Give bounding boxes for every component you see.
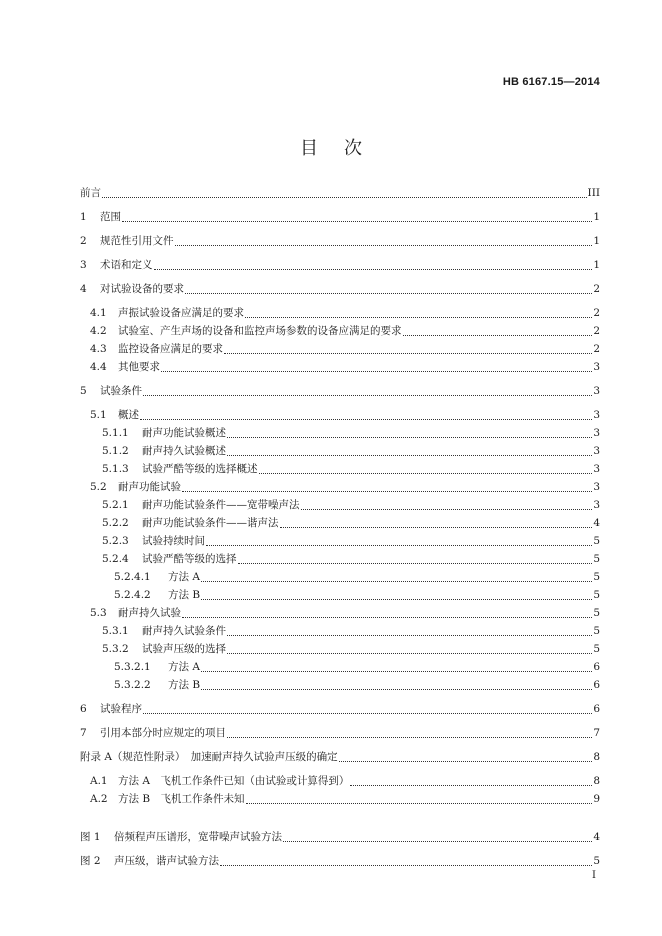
toc-entry-5-2-3[interactable]: [80, 532, 600, 550]
toc-entry-5-1-1[interactable]: [80, 424, 600, 442]
dot-leader: [175, 244, 593, 246]
toc-entry-5-3[interactable]: [80, 604, 600, 622]
toc-entry-5-1[interactable]: [80, 406, 600, 424]
toc-number: 7: [80, 727, 87, 739]
dot-leader: [227, 634, 592, 636]
toc-number: 5.1.1: [102, 427, 129, 439]
toc-page: 4: [593, 831, 600, 843]
dot-leader: [201, 598, 592, 600]
toc-page: 3: [593, 445, 600, 457]
toc-page: 6: [593, 703, 600, 715]
toc-page: 2: [593, 343, 600, 355]
toc-page: 9: [593, 793, 600, 805]
toc-page: 1: [593, 235, 600, 247]
toc-label: 试验条件: [100, 385, 142, 397]
toc-label: 附录 A（规范性附录） 加速耐声持久试验声压级的确定: [80, 751, 338, 763]
toc-entry-5-1-2[interactable]: [80, 442, 600, 460]
toc-page: 3: [593, 361, 600, 373]
toc-entry-1[interactable]: [80, 208, 600, 226]
toc-entry-6[interactable]: [80, 700, 600, 718]
toc-label: 其他要求: [118, 361, 160, 373]
dot-leader: [182, 616, 592, 618]
toc-page: 5: [593, 553, 600, 565]
toc-label: 规范性引用文件: [100, 235, 174, 247]
toc-number: 3: [80, 259, 87, 271]
toc-label: 耐声功能试验条件——谐声法: [142, 517, 279, 529]
toc-entry-5-3-2-2[interactable]: [80, 676, 600, 694]
toc-label: 监控设备应满足的要求: [118, 343, 223, 355]
page-number: I: [592, 870, 596, 881]
toc-page: 5: [593, 607, 600, 619]
toc-entry-4-4[interactable]: [80, 358, 600, 376]
toc-number: 5.2.2: [102, 517, 129, 529]
dot-leader: [280, 526, 593, 528]
page-title: 目次: [300, 138, 388, 159]
toc-label: 对试验设备的要求: [100, 283, 184, 295]
toc-label: 引用本部分时应规定的项目: [100, 727, 226, 739]
toc-entry-annex-a[interactable]: [80, 748, 600, 766]
toc-page: 2: [593, 283, 600, 295]
toc-number: 5.1: [90, 409, 107, 421]
toc-entry-figure-2[interactable]: [80, 852, 600, 870]
toc-page: 2: [593, 325, 600, 337]
toc-page: 3: [593, 499, 600, 511]
toc-label: 试验严酷等级的选择: [142, 553, 237, 565]
toc-number: 6: [80, 703, 87, 715]
toc-number: 5.1.2: [102, 445, 129, 457]
dot-leader: [246, 802, 593, 804]
toc-entry-figure-1[interactable]: [80, 828, 600, 846]
toc-number: 4.2: [90, 325, 107, 337]
toc-label: 方法 A 飞机工作条件已知（由试验或计算得到）: [118, 775, 350, 787]
toc-entry-4-1[interactable]: [80, 304, 600, 322]
toc-label: 耐声持久试验条件: [142, 625, 226, 637]
toc-page: 5: [593, 625, 600, 637]
toc-label: 声振试验设备应满足的要求: [118, 307, 244, 319]
dot-leader: [201, 580, 592, 582]
toc-entry-5-1-3[interactable]: [80, 460, 600, 478]
toc-page: 5: [593, 855, 600, 867]
dot-leader: [224, 352, 592, 354]
toc-entry-5-2-4-2[interactable]: [80, 586, 600, 604]
toc-label: 耐声持久试验: [118, 607, 181, 619]
toc-entry-a-1[interactable]: [80, 772, 600, 790]
toc-number: 5.2: [90, 481, 107, 493]
toc-page: 6: [593, 661, 600, 673]
dot-leader: [206, 544, 592, 546]
toc-number: 5.3.2.1: [114, 661, 151, 673]
toc-page: 3: [593, 481, 600, 493]
dot-leader: [201, 688, 592, 690]
dot-leader: [201, 670, 592, 672]
toc-number: 图 2: [80, 855, 101, 867]
dot-leader: [245, 316, 592, 318]
toc-number: 5.3: [90, 607, 107, 619]
dot-leader: [227, 436, 592, 438]
toc-entry-preface[interactable]: [80, 184, 600, 202]
toc-label: 方法 B: [168, 679, 201, 691]
toc-label: 试验声压级的选择: [142, 643, 226, 655]
dot-leader: [143, 394, 592, 396]
toc-number: 5.2.4.1: [114, 571, 151, 583]
toc-number: 5.3.1: [102, 625, 129, 637]
toc-entry-3[interactable]: [80, 256, 600, 274]
dot-leader: [182, 490, 592, 492]
toc-entry-5-2-4-1[interactable]: [80, 568, 600, 586]
toc-number: 4: [80, 283, 87, 295]
dot-leader: [238, 562, 593, 564]
toc-label: 试验室、产生声场的设备和监控声场参数的设备应满足的要求: [118, 325, 402, 337]
toc-page: 6: [593, 679, 600, 691]
toc-number: 5.2.1: [102, 499, 129, 511]
dot-leader: [140, 418, 592, 420]
toc-page: 3: [593, 385, 600, 397]
toc-number: 5: [80, 385, 87, 397]
toc-label: 术语和定义: [100, 259, 153, 271]
toc-page: 5: [593, 643, 600, 655]
toc-label: 方法 A: [168, 571, 200, 583]
toc-label: 耐声功能试验: [118, 481, 181, 493]
toc-number: 4.1: [90, 307, 107, 319]
toc-entry-4[interactable]: [80, 280, 600, 298]
toc-label: 倍频程声压谱形，宽带噪声试验方法: [114, 831, 282, 843]
toc-page: 7: [593, 727, 600, 739]
dot-leader: [220, 864, 592, 866]
toc-page: 8: [593, 751, 600, 763]
toc-entry-5-2-1[interactable]: [80, 496, 600, 514]
toc-entry-4-2[interactable]: [80, 322, 600, 340]
toc-label: 方法 B: [168, 589, 201, 601]
toc-label: 耐声功能试验条件——宽带噪声法: [142, 499, 300, 511]
toc-page: 8: [593, 775, 600, 787]
dot-leader: [283, 840, 592, 842]
dot-leader: [122, 220, 592, 222]
dot-leader: [161, 370, 592, 372]
toc-number: 4.4: [90, 361, 107, 373]
toc-entry-5-3-2-1[interactable]: [80, 658, 600, 676]
toc-page: III: [587, 187, 600, 199]
toc-label: 方法 B 飞机工作条件未知: [118, 793, 245, 805]
toc-number: 5.1.3: [102, 463, 129, 475]
toc-number: 5.2.3: [102, 535, 129, 547]
toc-label: 试验程序: [100, 703, 142, 715]
toc-page: 3: [593, 463, 600, 475]
toc-number: 5.2.4.2: [114, 589, 151, 601]
toc-label: 声压级，谐声试验方法: [114, 855, 219, 867]
toc-number: 5.2.4: [102, 553, 129, 565]
dot-leader: [185, 292, 592, 294]
toc-number: A.1: [90, 775, 108, 787]
toc-entry-5-3-1[interactable]: [80, 622, 600, 640]
toc-entry-5[interactable]: [80, 382, 600, 400]
toc-entry-5-3-2[interactable]: [80, 640, 600, 658]
toc-label: 耐声持久试验概述: [142, 445, 226, 457]
toc-page: 5: [593, 571, 600, 583]
dot-leader: [154, 268, 593, 270]
toc-entry-5-2-2[interactable]: [80, 514, 600, 532]
toc-label: 范围: [100, 211, 121, 223]
toc-page: 5: [593, 535, 600, 547]
dot-leader: [143, 712, 592, 714]
toc-label: 概述: [118, 409, 139, 421]
toc-entry-a-2[interactable]: [80, 790, 600, 808]
toc-page: 1: [593, 211, 600, 223]
table-of-contents: [80, 184, 600, 870]
toc-page: 4: [593, 517, 600, 529]
toc-label: 试验持续时间: [142, 535, 205, 547]
toc-number: 4.3: [90, 343, 107, 355]
toc-entry-5-2-4[interactable]: [80, 550, 600, 568]
dot-leader: [227, 454, 592, 456]
toc-page: 3: [593, 427, 600, 439]
toc-label: 前言: [80, 187, 101, 199]
toc-number: 5.3.2: [102, 643, 129, 655]
toc-page: 1: [593, 259, 600, 271]
dot-leader: [350, 784, 592, 786]
dot-leader: [102, 196, 587, 198]
dot-leader: [339, 760, 593, 762]
toc-number: 2: [80, 235, 87, 247]
toc-page: 5: [593, 589, 600, 601]
toc-number: 1: [80, 211, 87, 223]
toc-label: 方法 A: [168, 661, 200, 673]
toc-label: 试验严酷等级的选择概述: [142, 463, 258, 475]
toc-number: A.2: [90, 793, 108, 805]
toc-number: 5.3.2.2: [114, 679, 151, 691]
dot-leader: [227, 652, 592, 654]
toc-label: 耐声功能试验概述: [142, 427, 226, 439]
dot-leader: [301, 508, 593, 510]
dot-leader: [259, 472, 593, 474]
toc-entry-2[interactable]: [80, 232, 600, 250]
toc-page: 2: [593, 307, 600, 319]
toc-entry-7[interactable]: [80, 724, 600, 742]
toc-entry-4-3[interactable]: [80, 340, 600, 358]
toc-number: 图 1: [80, 831, 101, 843]
standard-code: HB 6167.15—2014: [502, 76, 600, 88]
dot-leader: [227, 736, 592, 738]
toc-entry-5-2[interactable]: [80, 478, 600, 496]
dot-leader: [403, 334, 593, 336]
toc-page: 3: [593, 409, 600, 421]
